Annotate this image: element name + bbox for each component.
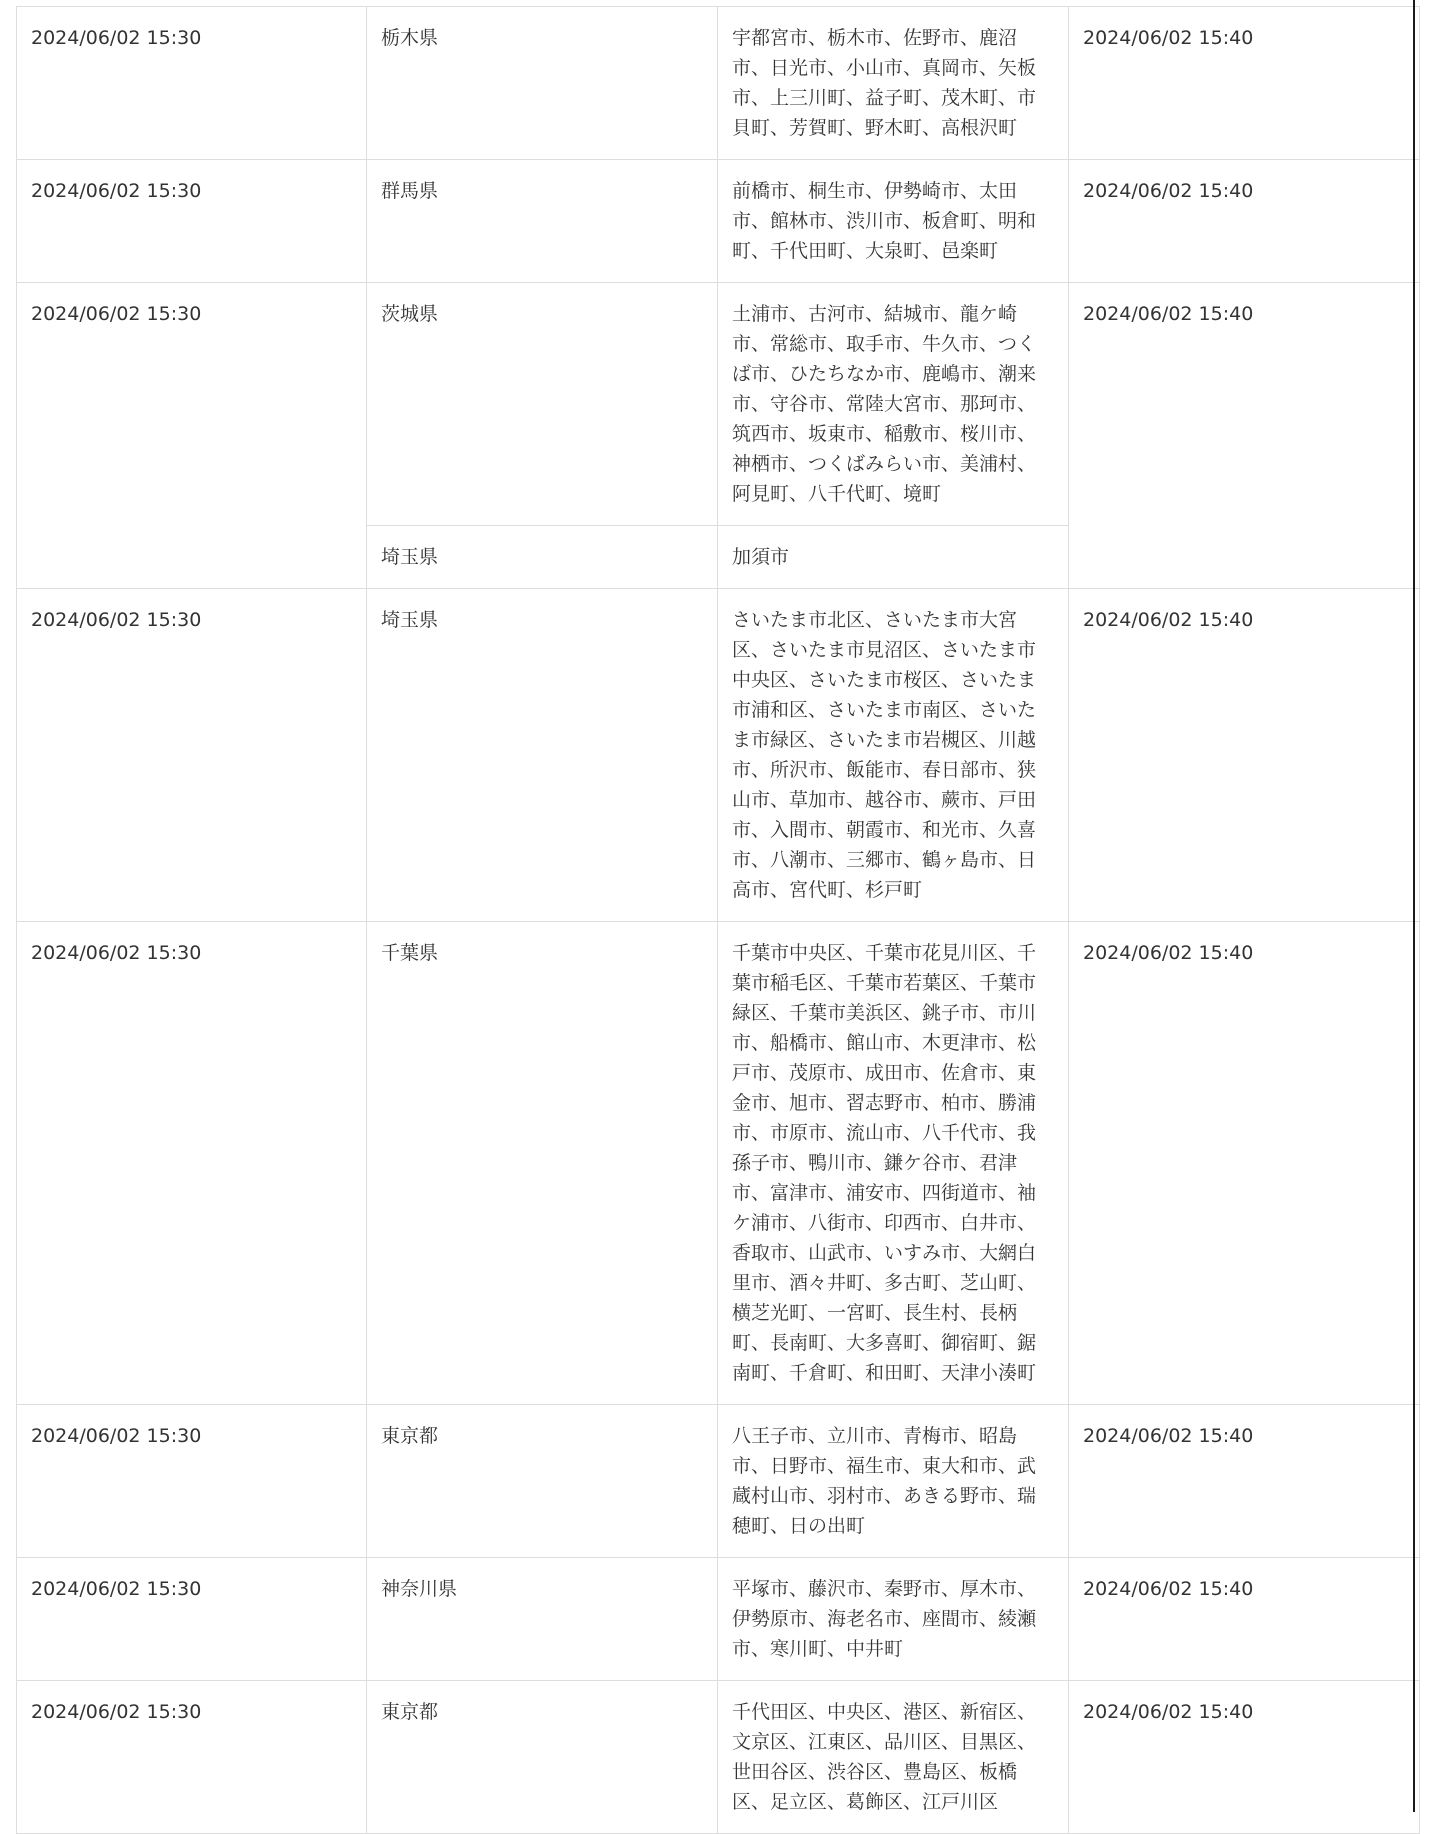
areas-cell: 千代田区、中央区、港区、新宿区、文京区、江東区、品川区、目黒区、世田谷区、渋谷区、豊島区、板橋区、足立区、葛飾区、江戸川区 xyxy=(718,1681,1069,1834)
areas-cell: 加須市 xyxy=(718,526,1069,589)
areas-cell: 前橋市、桐生市、伊勢崎市、太田市、館林市、渋川市、板倉町、明和町、千代田町、大泉町、邑楽町 xyxy=(718,160,1069,283)
alert-table xyxy=(16,6,1420,1834)
issued-time-cell: 2024/06/02 15:30 xyxy=(17,1681,367,1834)
table-row xyxy=(17,1681,1420,1834)
table-row xyxy=(17,1558,1420,1681)
issued-time-cell: 2024/06/02 15:30 xyxy=(17,7,367,160)
prefecture-cell: 茨城県 xyxy=(367,283,718,526)
scrollbar-edge[interactable] xyxy=(1413,0,1415,1812)
valid-until-cell: 2024/06/02 15:40 xyxy=(1069,1405,1420,1558)
issued-time-cell: 2024/06/02 15:30 xyxy=(17,1405,367,1558)
issued-time-cell: 2024/06/02 15:30 xyxy=(17,1558,367,1681)
valid-until-cell: 2024/06/02 15:40 xyxy=(1069,589,1420,922)
issued-time-cell: 2024/06/02 15:30 xyxy=(17,589,367,922)
table-row xyxy=(17,7,1420,160)
prefecture-cell: 神奈川県 xyxy=(367,1558,718,1681)
prefecture-cell: 群馬県 xyxy=(367,160,718,283)
valid-until-cell: 2024/06/02 15:40 xyxy=(1069,7,1420,160)
prefecture-cell: 東京都 xyxy=(367,1405,718,1558)
prefecture-cell: 埼玉県 xyxy=(367,589,718,922)
issued-time-cell: 2024/06/02 15:30 xyxy=(17,160,367,283)
table-row xyxy=(17,283,1420,526)
valid-until-cell: 2024/06/02 15:40 xyxy=(1069,922,1420,1405)
table-row xyxy=(17,589,1420,922)
valid-until-cell: 2024/06/02 15:40 xyxy=(1069,1681,1420,1834)
areas-cell: 八王子市、立川市、青梅市、昭島市、日野市、福生市、東大和市、武蔵村山市、羽村市、あきる野市、瑞穂町、日の出町 xyxy=(718,1405,1069,1558)
table-row xyxy=(17,160,1420,283)
areas-cell: 平塚市、藤沢市、秦野市、厚木市、伊勢原市、海老名市、座間市、綾瀬市、寒川町、中井町 xyxy=(718,1558,1069,1681)
valid-until-cell: 2024/06/02 15:40 xyxy=(1069,283,1420,589)
areas-cell: 千葉市中央区、千葉市花見川区、千葉市稲毛区、千葉市若葉区、千葉市緑区、千葉市美浜区、銚子市、市川市、船橋市、館山市、木更津市、松戸市、茂原市、成田市、佐倉市、東金市、旭市、習志野市、柏市、勝浦市、市原市、流山市、八千代市、我孫子市、鴨川市、鎌ケ谷市、君津市、富津市、浦安市、四街道市、袖ケ浦市、八街市、印西市、白井市、香取市、山武市、いすみ市、大網白里市、酒々井町、多古町、芝山町、横芝光町、一宮町、長生村、長柄町、長南町、大多喜町、御宿町、鋸南町、千倉町、和田町、天津小湊町 xyxy=(718,922,1069,1405)
prefecture-cell: 埼玉県 xyxy=(367,526,718,589)
table-row xyxy=(17,1405,1420,1558)
areas-cell: さいたま市北区、さいたま市大宮区、さいたま市見沼区、さいたま市中央区、さいたま市桜区、さいたま市浦和区、さいたま市南区、さいたま市緑区、さいたま市岩槻区、川越市、所沢市、飯能市、春日部市、狭山市、草加市、越谷市、蕨市、戸田市、入間市、朝霞市、和光市、久喜市、八潮市、三郷市、鶴ヶ島市、日高市、宮代町、杉戸町 xyxy=(718,589,1069,922)
prefecture-cell: 栃木県 xyxy=(367,7,718,160)
table-row xyxy=(17,922,1420,1405)
prefecture-cell: 東京都 xyxy=(367,1681,718,1834)
areas-cell: 土浦市、古河市、結城市、龍ケ崎市、常総市、取手市、牛久市、つくば市、ひたちなか市、鹿嶋市、潮来市、守谷市、常陸大宮市、那珂市、筑西市、坂東市、稲敷市、桜川市、神栖市、つくばみらい市、美浦村、阿見町、八千代町、境町 xyxy=(718,283,1069,526)
issued-time-cell: 2024/06/02 15:30 xyxy=(17,283,367,589)
areas-cell: 宇都宮市、栃木市、佐野市、鹿沼市、日光市、小山市、真岡市、矢板市、上三川町、益子町、茂木町、市貝町、芳賀町、野木町、高根沢町 xyxy=(718,7,1069,160)
alert-table-body xyxy=(17,7,1420,1834)
valid-until-cell: 2024/06/02 15:40 xyxy=(1069,1558,1420,1681)
prefecture-cell: 千葉県 xyxy=(367,922,718,1405)
valid-until-cell: 2024/06/02 15:40 xyxy=(1069,160,1420,283)
issued-time-cell: 2024/06/02 15:30 xyxy=(17,922,367,1405)
